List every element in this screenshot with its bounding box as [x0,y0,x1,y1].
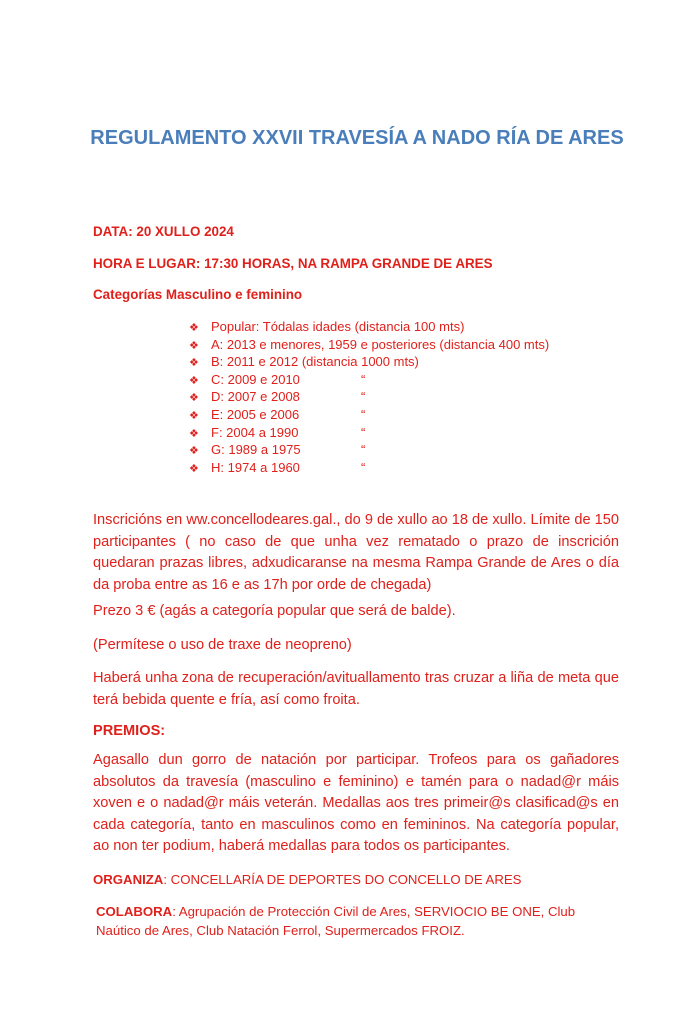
bullet-diamond-icon: ❖ [189,427,199,440]
ditto-mark: “ [361,406,366,422]
ditto-mark: “ [361,459,366,475]
bullet-diamond-icon: ❖ [189,462,199,475]
ditto-mark: “ [361,442,366,458]
category-item [189,388,549,406]
inscriptions-paragraph: Inscricións en ww.concellodeares.gal., do 9 de xullo ao 18 de xullo. Límite de 150 participantes ( no caso de que unha vez rematado o prazo de inscrición quedaran prazas libres, adxudicaranse na mesma Rampa Grande de Ares o día da proba entre as 16 e as 17h por orde de chegada) [93,512,619,593]
category-text: E: 2005 e 2006 [211,406,300,422]
categories-heading: Categorías Masculino e feminino [93,287,303,302]
category-text: D: 2007 e 2008 [211,389,300,405]
organiza-label: ORGANIZA [93,872,164,887]
category-text: Popular: Tódalas idades (distancia 100 mts) [211,319,465,334]
category-text: B: 2011 e 2012 (distancia 1000 mts) [211,354,419,370]
category-item [189,441,549,459]
prizes-heading: PREMIOS: [93,723,166,739]
category-item [189,459,549,477]
colabora-line [96,902,616,940]
colabora-label: COLABORA [96,904,173,919]
ditto-mark: “ [361,371,366,387]
category-item [189,406,549,424]
category-text: C: 2009 e 2010 [211,371,300,387]
bullet-diamond-icon: ❖ [189,339,199,352]
category-item [189,371,549,389]
bullet-diamond-icon: ❖ [189,374,199,387]
category-text: G: 1989 a 1975 [211,442,301,458]
organiza-line [93,870,619,889]
organiza-text: : CONCELLARÍA DE DEPORTES DO CONCELLO DE ARES [163,872,522,887]
colabora-text: : Agrupación de Protección Civil de Ares, SERVIOCIO BE ONE, Club Naútico de Ares, Club Natación Ferrol, Supermercados FROIZ. [96,904,576,938]
date-line: DATA: 20 XULLO 2024 [93,224,234,239]
bullet-diamond-icon: ❖ [189,445,199,458]
category-text: A: 2013 e menores, 1959 e posteriores (distancia 400 mts) [211,336,550,352]
price-paragraph: Prezo 3 € (agás a categoría popular que será de balde). [93,603,456,619]
prizes-paragraph: Agasallo dun gorro de natación por participar. Trofeos para os gañadores absolutos da travesía (masculino e feminino) e tamén para o nadad@r máis xoven e o nadad@r máis veterán. Medallas aos tres primeir@s clasificad@s en cada categoría, tanto en masculinos como en femininos. Na categoría popular, ao non ter podium, haberá medallas para todos os participantes. [93,752,619,855]
bullet-diamond-icon: ❖ [189,357,199,370]
ditto-mark: “ [361,424,366,440]
category-item [189,353,549,371]
category-text: F: 2004 a 1990 [211,424,299,440]
category-item [189,336,549,354]
place-line: HORA E LUGAR: 17:30 HORAS, NA RAMPA GRANDE DE ARES [93,256,493,271]
categories-list [189,318,549,476]
category-item [189,318,549,336]
ditto-mark: “ [361,389,366,405]
neoprene-paragraph: (Permítese o uso de traxe de neopreno) [93,637,352,653]
bullet-diamond-icon: ❖ [189,409,199,422]
bullet-diamond-icon: ❖ [189,322,199,334]
category-text: H: 1974 a 1960 [211,459,300,475]
bullet-diamond-icon: ❖ [189,392,199,405]
category-item [189,424,549,442]
document-title: REGULAMENTO XXVII TRAVESÍA A NADO RÍA DE ARES [90,127,624,149]
recovery-paragraph: Haberá unha zona de recuperación/avituallamento tras cruzar a liña de meta que terá bebida quente e fría, así como froita. [93,670,619,708]
